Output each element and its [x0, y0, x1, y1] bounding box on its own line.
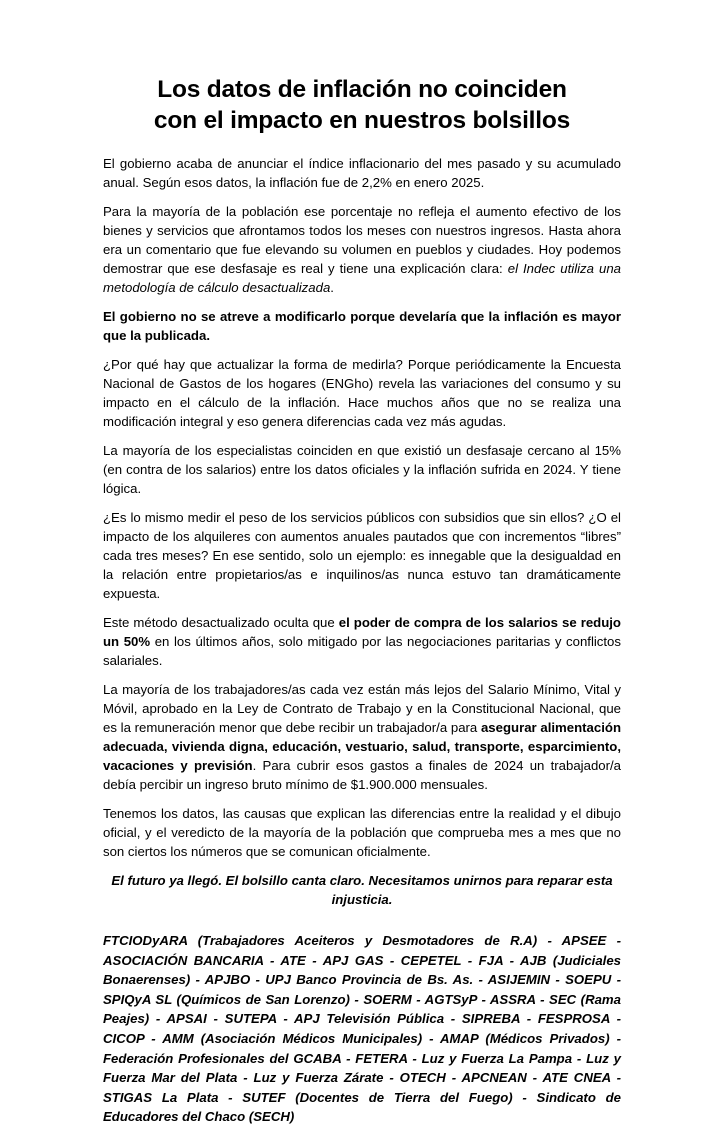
- paragraph-text: Para la mayoría de la población ese porcentaje no refleja el aumento efectivo de los bienes y servicios que afrontamos todos los meses con nuestros ingresos. Hasta ahora era un comentario que fue elevando su volumen en pueblos y ciudades. Hoy podemos demostrar que ese desfasaje es real y tiene una explicación clara:: [103, 204, 621, 276]
- closing-slogan: El futuro ya llegó. El bolsillo canta claro. Necesitamos unirnos para reparar esta injusticia.: [111, 873, 613, 907]
- paragraph-conclusion: Tenemos los datos, las causas que explican las diferencias entre la realidad y el dibujo oficial, y el veredicto de la mayoría de la población que comprueba mes a mes que no son ciertos los números que se comunican oficialmente.: [103, 806, 621, 859]
- bold-basic-needs: asegurar alimentación adecuada, vivienda digna, educación, vestuario, salud, transporte, esparcimiento, vacaciones y previsión: [103, 720, 621, 773]
- paragraph-update-reason: ¿Por qué hay que actualizar la forma de medirla? Porque periódicamente la Encuesta Nacional de Gastos de los hogares (ENGho) revela las variaciones del consumo y su impacto en el cálculo de la inflación. Hace muchos años que no se realiza una modificación integral y eso genera diferencias cada vez más agudas.: [103, 357, 621, 429]
- paragraph-start: La mayoría de los trabajadores/as cada vez están más lejos del Salario Mínimo, Vital y Móvil, aprobado en la Ley de Contrato de Trabajo y en la Constitucional Nacional, que es la remuneración menor que debe recibir un trabajador/a para: [103, 682, 621, 735]
- signatories-list: FTCIODyARA (Trabajadores Aceiteros y Desmotadores de R.A) - APSEE - ASOCIACIÓN BANCARIA - ATE - APJ GAS - CEPETEL - FJA - AJB (Judiciales Bonaerenses) - APJBO - UPJ Banco Provincia de Bs. As. - ASIJEMIN - SOEPU - SPIQyA SL (Químicos de San Lorenzo) - SOERM - AGTSyP - ASSRA - SEC (Rama Peajes) - APSAI - SUTEPA - APJ Televisión Pública - SIPREBA - FESPROSA - CICOP - AMM (Asociación Médicos Municipales) - AMAP (Médicos Privados) - Federación Profesionales del GCABA - FETERA - Luz y Fuerza La Pampa - Luz y Fuerza Mar del Plata - Luz y Fuerza Zárate - OTECH - APCNEAN - ATE CNEA - STIGAS La Plata - SUTEF (Docentes de Tierra del Fuego) - Sindicato de Educadores del Chaco (SECH): [103, 933, 621, 1125]
- paragraph-inflation-announcement: El gobierno acaba de anunciar el índice inflacionario del mes pasado y su acumulado anual. Según esos datos, la inflación fue de 2,2% en enero 2025.: [103, 156, 621, 190]
- bold-government-statement: El gobierno no se atreve a modificarlo porque develaría que la inflación es mayor que la publicada.: [103, 309, 621, 343]
- document-page: [103, 74, 621, 1127]
- paragraph-minimum-wage: [103, 680, 621, 794]
- bold-purchasing-power: el poder de compra de los salarios se redujo un 50%: [103, 615, 621, 649]
- paragraph-end: .: [330, 280, 334, 295]
- paragraph-questions: ¿Es lo mismo medir el peso de los servicios públicos con subsidios que sin ellos? ¿O el impacto de los alquileres con aumentos anuales pautados que con incrementos “libres” cada tres meses? En ese sentido, solo un ejemplo: es innegable que la desigualdad en la relación entre propietarios/as e inquilinos/as nunca estuvo tan dramáticamente expuesta.: [103, 510, 621, 601]
- document-title: [103, 74, 621, 136]
- title-line-1: Los datos de inflación no coinciden: [157, 76, 567, 103]
- paragraph-purchasing-power: [103, 613, 621, 670]
- paragraph-end: en los últimos años, solo mitigado por las negociaciones paritarias y conflictos salariales.: [103, 634, 621, 668]
- title-line-2: con el impacto en nuestros bolsillos: [153, 107, 571, 134]
- paragraph-end: . Para cubrir esos gastos a finales de 2024 un trabajador/a debía percibir un ingreso bruto mínimo de $1.900.000 mensuales.: [103, 758, 622, 792]
- paragraph-government-statement: [103, 307, 621, 345]
- italic-indec-methodology: el Indec utiliza una metodología de cálculo desactualizada: [103, 261, 621, 295]
- paragraph-start: Este método desactualizado oculta que: [103, 615, 339, 630]
- paragraph-population-perception: [103, 202, 621, 297]
- paragraph-specialists: La mayoría de los especialistas coinciden en que existió un desfasaje cercano al 15% (en contra de los salarios) entre los datos oficiales y la inflación sufrida en 2024. Y tiene lógica.: [103, 443, 621, 496]
